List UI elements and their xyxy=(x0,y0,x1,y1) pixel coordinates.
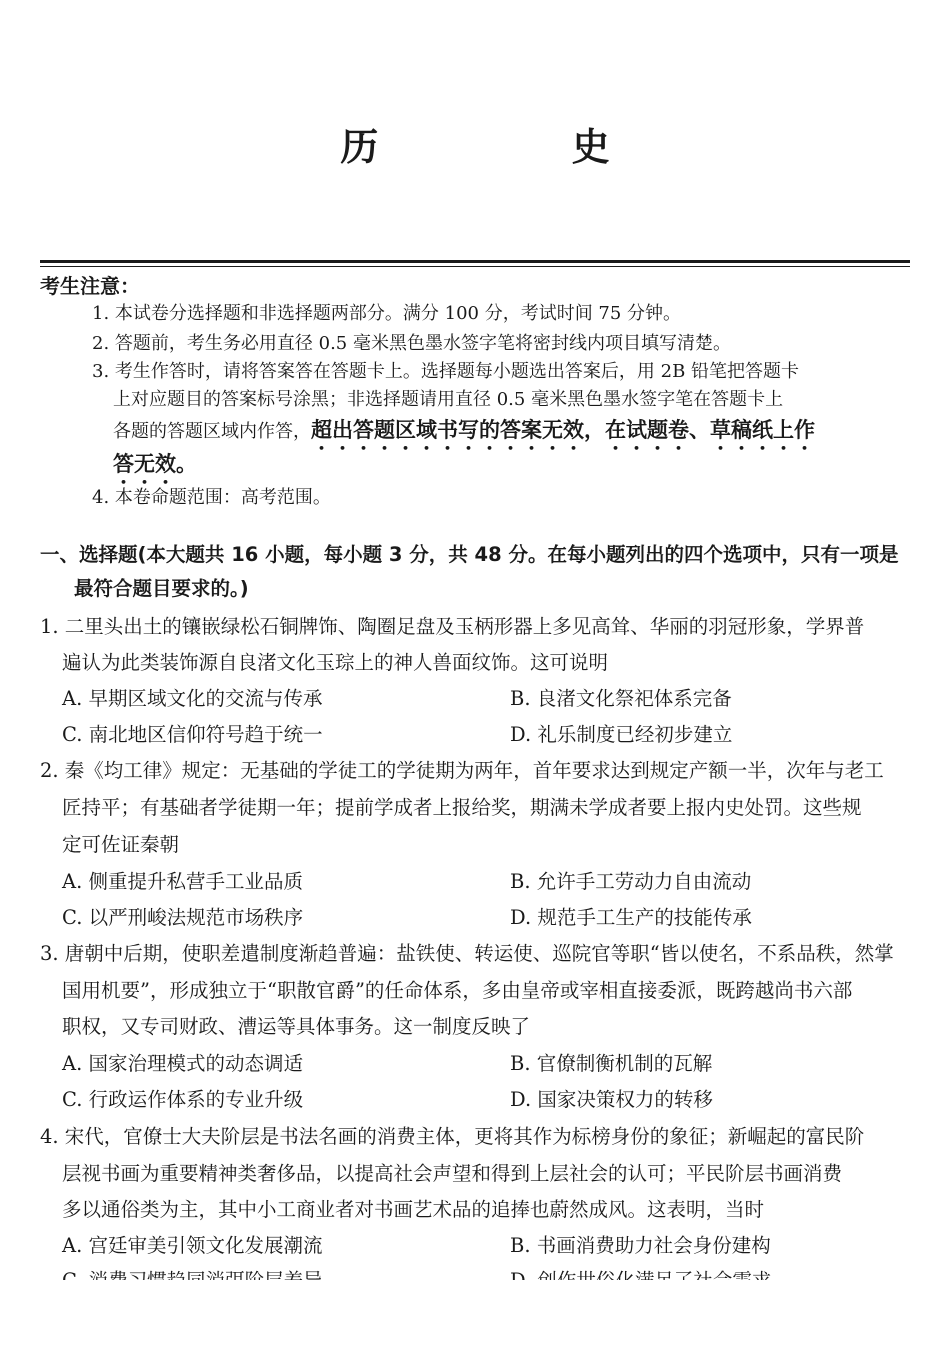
page-title: 历 史 xyxy=(340,125,700,169)
question-4-line-3: 多以通俗类为主，其中小工商业者对书画艺术品的追捧也蔚然成风。这表明，当时 xyxy=(62,1198,765,1221)
notice-item-3-plain-text: 各题的答题区域内作答， xyxy=(113,421,311,442)
question-2-option-b: B. 允许手工劳动力自由流动 xyxy=(510,870,752,893)
question-2-option-a: A. 侧重提升私营手工业品质 xyxy=(62,870,303,893)
notice-item-3-line-2: 上对应题目的答案标号涂黑；非选择题请用直径 0.5 毫米黑色墨水签字笔在答题卡上 xyxy=(113,389,784,410)
notice-item-3-emphasis-end: 答无效。 xyxy=(113,452,197,476)
question-4-line-2: 层视书画为重要精神类奢侈品，以提高社会声望和得到上层社会的认可；平民阶层书画消费 xyxy=(62,1162,843,1185)
question-1-option-c: C. 南北地区信仰符号趋于统一 xyxy=(62,723,323,746)
blank-page-bottom xyxy=(0,1280,950,1351)
header-rule-thin xyxy=(40,266,910,267)
question-2-line-3: 定可佐证秦朝 xyxy=(62,833,180,856)
section-heading-line-1: 一、选择题(本大题共 16 小题，每小题 3 分，共 48 分。在每小题列出的四个选项中，只有一项是 xyxy=(40,543,899,566)
question-3-line-3: 职权，又专司财政、漕运等具体事务。这一制度反映了 xyxy=(62,1015,531,1038)
question-3-line-2: 国用机要”，形成独立于“职散官爵”的任命体系，多由皇帝或宰相直接委派，既跨越尚书六部 xyxy=(62,979,853,1002)
notice-heading: 考生注意： xyxy=(40,274,140,298)
question-4-option-a: A. 宫廷审美引领文化发展潮流 xyxy=(62,1234,323,1257)
notice-item-3-line-1: 3. 考生作答时，请将答案答在答题卡上。选择题每小题选出答案后，用 2B 铅笔把答题卡 xyxy=(92,361,800,382)
notice-item-2: 2. 答题前，考生务必用直径 0.5 毫米黑色墨水签字笔将密封线内项目填写清楚。 xyxy=(92,333,731,354)
question-3-option-a: A. 国家治理模式的动态调适 xyxy=(62,1052,303,1075)
notice-item-4: 4. 本卷命题范围：高考范围。 xyxy=(92,487,331,508)
question-1-option-d: D. 礼乐制度已经初步建立 xyxy=(510,723,733,746)
cut-off-options-row xyxy=(0,1260,950,1280)
question-1-option-b: B. 良渚文化祭祀体系完备 xyxy=(510,687,732,710)
question-3-option-c: C. 行政运作体系的专业升级 xyxy=(62,1088,304,1111)
notice-item-3-line-4 xyxy=(113,452,197,489)
question-2-line-1: 2. 秦《均工律》规定：无基础的学徒工的学徒期为两年，首年要求达到规定产额一半，次年与老工 xyxy=(40,759,884,782)
question-1-option-a: A. 早期区域文化的交流与传承 xyxy=(62,687,323,710)
question-3-option-b: B. 官僚制衡机制的瓦解 xyxy=(510,1052,713,1075)
question-4-line-1: 4. 宋代，官僚士大夫阶层是书法名画的消费主体，更将其作为标榜身份的象征；新崛起的富民阶 xyxy=(40,1125,865,1148)
question-2-line-2: 匠持平；有基础者学徒期一年；提前学成者上报给奖，期满未学成者要上报内史处罚。这些规 xyxy=(62,796,862,819)
question-3-line-1: 3. 唐朝中后期，使职差遣制度渐趋普遍：盐铁使、转运使、巡院官等职“皆以使名，不系品秩，然掌 xyxy=(40,942,894,965)
notice-item-3-line-3 xyxy=(113,418,815,455)
question-2-option-c: C. 以严刑峻法规范市场秩序 xyxy=(62,906,304,929)
question-2-option-d: D. 规范手工生产的技能传承 xyxy=(510,906,752,929)
question-1-line-2: 遍认为此类装饰源自良渚文化玉琮上的神人兽面纹饰。这可说明 xyxy=(62,651,609,674)
question-1-line-1: 1. 二里头出土的镶嵌绿松石铜牌饰、陶圈足盘及玉柄形器上多见高耸、华丽的羽冠形象，学界普 xyxy=(40,615,865,638)
section-heading-line-2: 最符合题目要求的。) xyxy=(74,577,249,600)
notice-item-3-emphasis: 超出答题区域书写的答案无效，在试题卷、草稿纸上作 xyxy=(311,418,815,442)
question-3-option-d: D. 国家决策权力的转移 xyxy=(510,1088,713,1111)
question-4-option-b: B. 书画消费助力社会身份建构 xyxy=(510,1234,771,1257)
notice-item-1: 1. 本试卷分选择题和非选择题两部分。满分 100 分，考试时间 75 分钟。 xyxy=(92,303,682,324)
header-rule-thick xyxy=(40,260,910,263)
